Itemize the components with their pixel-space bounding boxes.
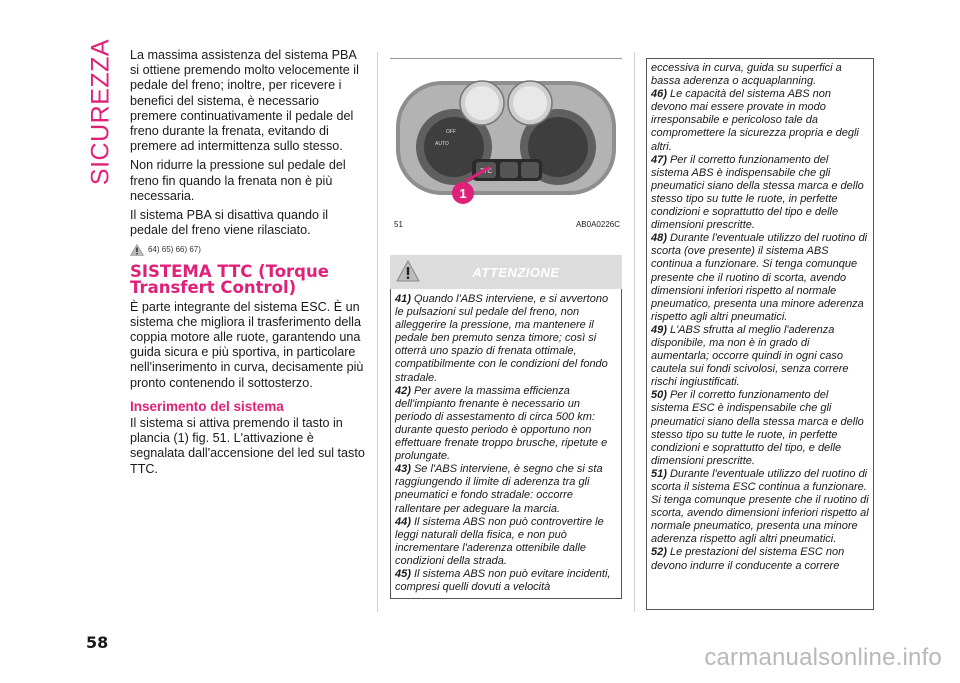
note-number: 41): [395, 293, 411, 305]
auto-label: AUTO: [435, 141, 449, 147]
note-text: Le capacità del sistema ABS non devono mai essere provate in modo irresponsabile e pericoloso tale da compromettere la sicurezza propria e degli altri.: [651, 88, 859, 153]
figure-code: AB0A0226C: [575, 220, 620, 229]
note-text: Per il corretto funzionamento del sistema ESC è indispensabile che gli pneumatici siano della stessa marca e dello stesso tipo su tutte le ruote, in perfette condizioni e soprattutto del tipo, e delle dimensioni prescritte.: [651, 389, 864, 467]
paragraph: Non ridurre la pressione sul pedale del freno fin quando la frenata non è più necessaria.: [130, 158, 346, 203]
warning-note: [395, 568, 617, 594]
page-number: 58: [86, 633, 109, 652]
note-text: Il sistema ABS non può controvertire le leggi naturali della fisica, e non può incrementare l'aderenza ottenibile dalle condizioni della strada.: [395, 515, 604, 567]
figure-top-rule: [390, 58, 622, 59]
figure-number: 51: [394, 220, 403, 229]
note-text: Durante l'eventuale utilizzo del ruotino di scorta (ove presente) il sistema ABS continua a funzionare. Si tenga comunque presente che il ruotino di scorta, avendo dimensioni inferiori rispetto al normale pneumatico, presenta una minore aderenza rispetto agli altri pneumatici.: [651, 232, 868, 323]
note-number: 46): [651, 88, 667, 101]
watermark: carmanualsonline.info: [704, 644, 942, 671]
section-title-vertical: [86, 38, 116, 186]
note-number: 47): [651, 153, 667, 166]
warning-references: [130, 242, 365, 257]
warning-note: [651, 324, 869, 389]
warning-triangle-icon: [130, 244, 144, 256]
warning-note: [395, 516, 617, 568]
paragraph: Il sistema si attiva premendo il tasto in plancia (1) fig. 51. L'attivazione è segnalata dall'accensione del led sul tasto TTC.: [130, 416, 365, 476]
warning-triangle-icon: [396, 260, 420, 282]
note-number: 42): [395, 384, 411, 397]
note-text: Quando l'ABS interviene, e si avvertono le pulsazioni sul pedale del freno, non alleggerire la pressione, ma mantenere il pedale ben premuto senza timore; così si otterrà uno spazio di frenata ottimale, compatibilmente con le condizioni del fondo stradale.: [395, 293, 609, 384]
warning-note: [651, 468, 869, 547]
note-text: Le prestazioni del sistema ESC non devono indurre il conducente a correre: [651, 546, 845, 572]
note-number: 44): [395, 515, 411, 528]
note-text: L'ABS sfrutta al meglio l'aderenza disponibile, ma non è in grado di aumentarla; occorre quindi in ogni caso cautela sui fondi scivolosi, senza correre rischi ingiustificati.: [651, 323, 849, 389]
warning-note: [651, 88, 869, 153]
note-number: 45): [395, 567, 411, 580]
main-text-column: [130, 48, 365, 481]
warning-note: [395, 385, 617, 464]
warning-note: [651, 232, 869, 324]
figure-and-warning-column: [390, 58, 622, 599]
note-number: 52): [651, 546, 667, 559]
warning-box: [390, 289, 622, 599]
note-number: 51): [651, 467, 667, 480]
callout-number: 1: [459, 186, 467, 201]
section-title-text: SICUREZZA: [86, 38, 115, 186]
warning-header: [390, 255, 622, 289]
warning-title: ATTENZIONE: [472, 264, 560, 280]
section-heading: SISTEMA TTC (Torque Transfert Control): [130, 261, 329, 297]
subsection-heading: Inserimento del sistema: [130, 398, 284, 414]
note-number: 48): [651, 232, 667, 245]
warning-note: [651, 546, 869, 572]
ttc-button-label: TTC: [480, 169, 492, 175]
note-text: Per il corretto funzionamento del sistema ABS è indispensabile che gli pneumatici siano della stessa marca e dello stesso tipo su tutte le ruote, in perfette condizioni e soprattutto del tipo e delle dimensioni prescritte.: [651, 153, 864, 232]
warning-note: [395, 293, 617, 385]
note-number: 50): [651, 389, 667, 402]
continued-text: eccessiva in curva, guida su superfici a bassa aderenza o acquaplanning.: [651, 62, 842, 88]
note-text: Il sistema ABS non può evitare incidenti, compresi quelli dovuti a velocità: [395, 567, 611, 594]
paragraph: È parte integrante del sistema ESC. È un sistema che migliora il trasferimento della coppia motore alle ruote, garantendo una guida sicura e più sportiva, in particolare nell'inserimento in curva, decisamente più pronto contenendo il sottosterzo.: [130, 299, 364, 390]
paragraph: La massima assistenza del sistema PBA si ottiene premendo molto velocemente il pedale del freno; inoltre, per ricevere i benefici del sistema, è necessario premere continuativamente il pedale del freno durante la frenata, evitando di premere ad intermittenza sullo stesso.: [130, 48, 359, 154]
note-number: 43): [395, 463, 411, 476]
warning-note: [651, 389, 869, 468]
figure-caption: [394, 220, 620, 229]
paragraph: Il sistema PBA si disattiva quando il pedale del freno viene rilasciato.: [130, 208, 329, 238]
warning-note: [651, 154, 869, 233]
note-number: 49): [651, 323, 667, 336]
off-label: OFF: [446, 129, 456, 135]
note-text: Durante l'eventuale utilizzo del ruotino di scorta il sistema ESC continua a funzionare. Si tenga comunque presente che il ruotino di scorta, avendo dimensioni inferiori rispetto al normale pneumatico, presenta una minore aderenza rispetto agli altri pneumatici.: [651, 467, 869, 546]
warning-continuation-box: [646, 58, 874, 610]
warning-note: [395, 463, 617, 515]
note-text: Se l'ABS interviene, è segno che si sta raggiungendo il limite di aderenza tra gli pneumatici e fondo stradale: occorre rallentare per adeguare la marcia.: [395, 463, 603, 515]
column-divider: [377, 52, 378, 612]
column-divider: [634, 52, 635, 612]
climate-panel-figure: [390, 63, 622, 213]
reference-numbers: 64) 65) 66) 67): [148, 245, 201, 255]
note-text: Per avere la massima efficienza dell'impianto frenante è necessario un periodo di assestamento di circa 500 km: durante questo periodo è opportuno non effettuare frenate troppo brusche, ripetute e prolungate.: [395, 384, 608, 463]
